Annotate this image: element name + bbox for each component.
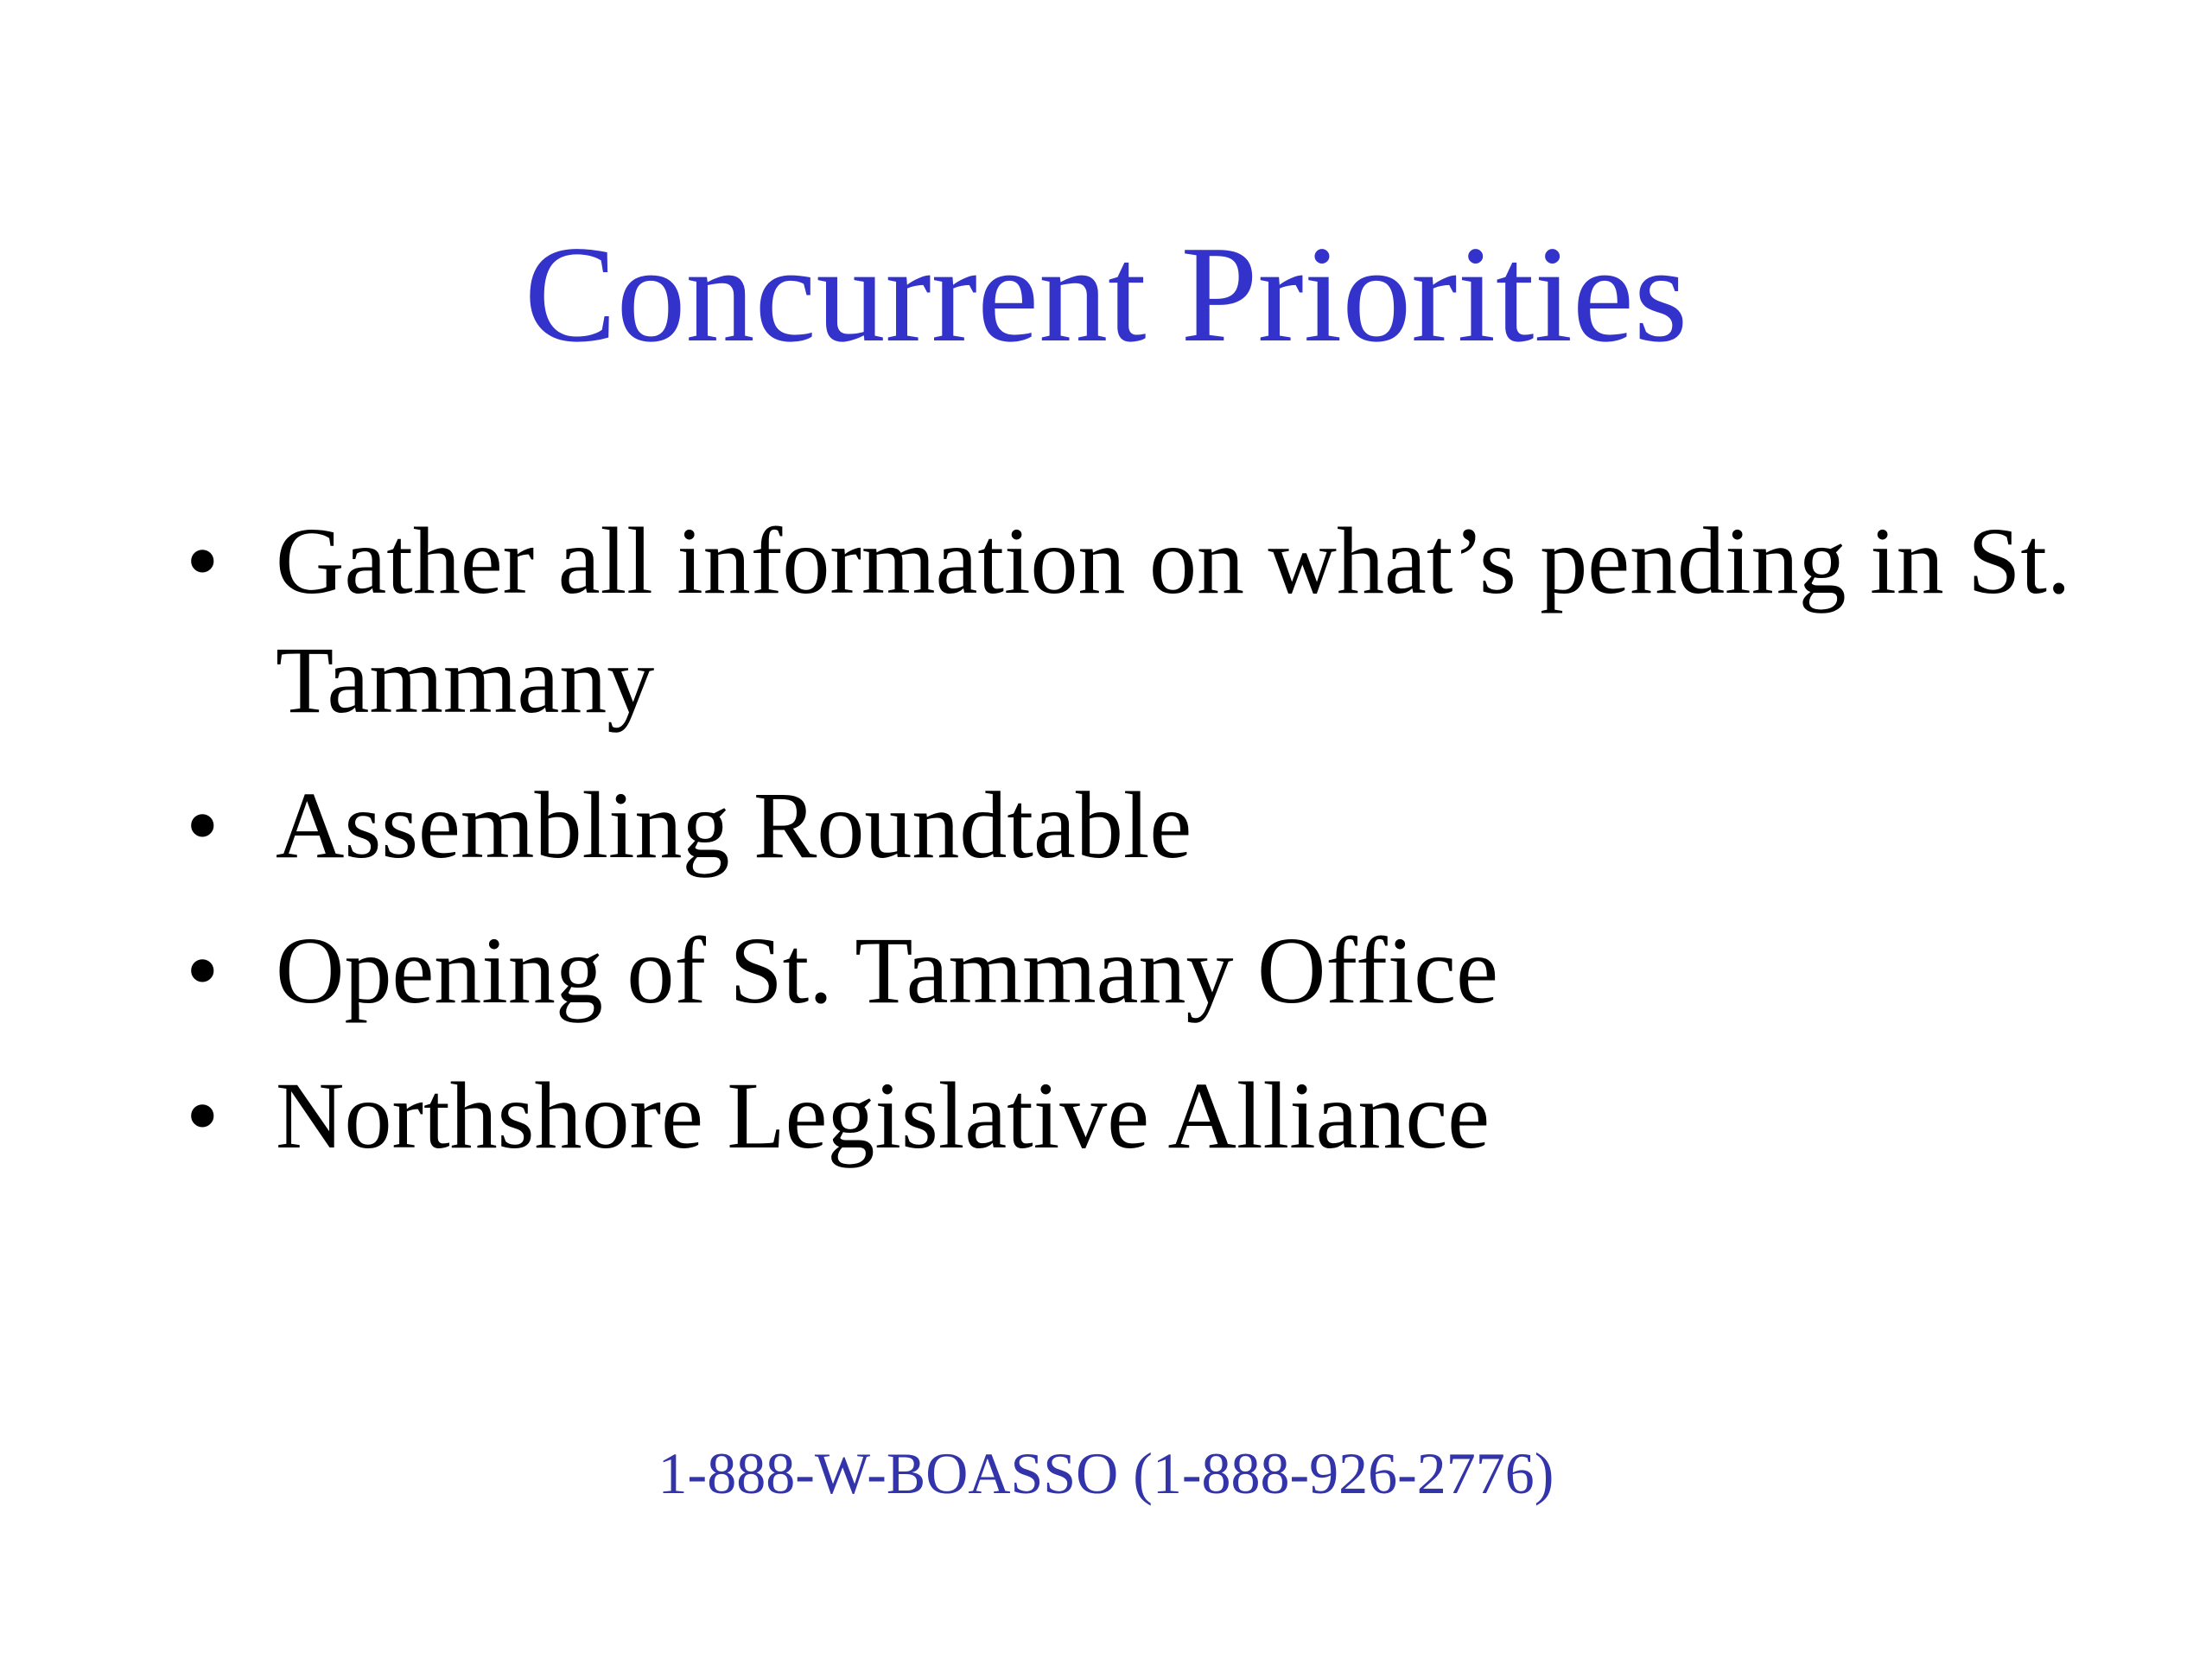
bullet-icon: • [186,508,219,613]
bullet-item [186,501,2087,740]
bullet-text: Gather all information on what’s pending in St. Tammany [276,508,2071,733]
bullet-text: Assembling Roundtable [276,772,1192,878]
bullet-list [186,501,2087,1201]
slide-title: Concurrent Priorities [524,217,1688,371]
bullet-icon: • [186,772,219,878]
bullet-item [186,1056,2087,1175]
footer-phone: 1-888-W-BOASSO (1-888-926-2776) [658,1440,1554,1506]
bullet-icon: • [186,1063,219,1168]
bullet-text: Northshore Legislative Alliance [276,1063,1491,1168]
bullet-item [186,766,2087,885]
bullet-icon: • [186,918,219,1023]
bullet-text: Opening of St. Tammany Office [276,918,1498,1023]
bullet-item [186,911,2087,1030]
